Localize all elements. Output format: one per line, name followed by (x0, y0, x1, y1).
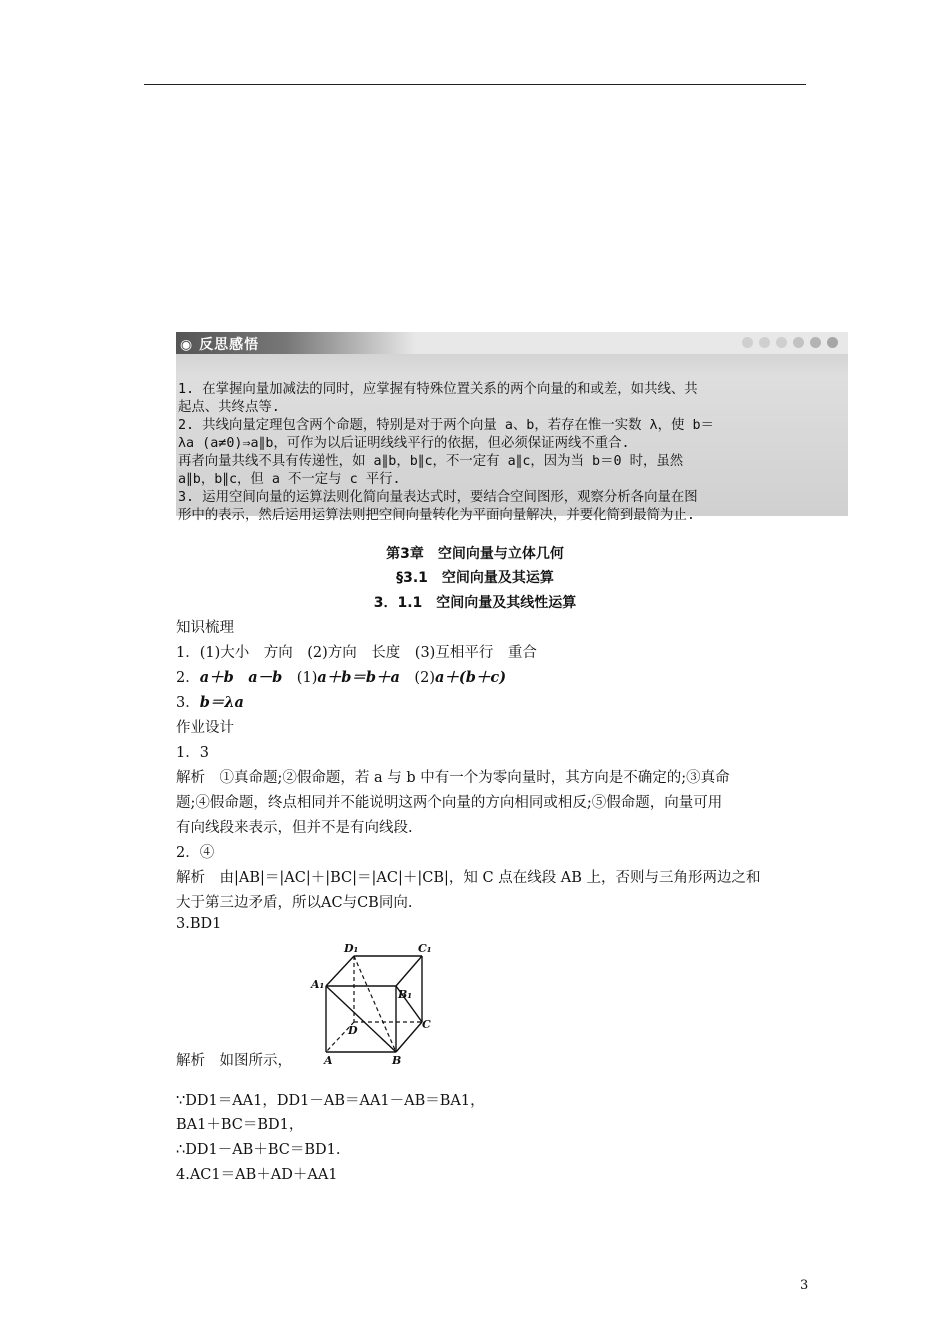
dot-icon (827, 337, 838, 348)
vector-expr: a＋b a－b (199, 669, 283, 686)
vector-expr: a＋(b＋c) (434, 669, 507, 686)
dot-icon (793, 337, 804, 348)
derivation-line: BA1＋BC＝BD1， (176, 1117, 304, 1133)
knowledge-item-3 (176, 691, 244, 712)
header-rule (144, 84, 806, 85)
page-number: 3 (800, 1278, 809, 1293)
label-c1: C₁ (418, 942, 432, 955)
reflection-line: 2. 共线向量定理包含两个命题，特别是对于两个向量 a、b，若存在惟一实数 λ，使 b＝ (178, 418, 714, 433)
reflection-banner (176, 332, 848, 354)
knowledge-heading: 知识梳理 (176, 620, 234, 636)
derivation-line: ∵DD1＝AA1，DD1－AB＝AA1－AB＝BA1， (176, 1093, 485, 1109)
derivation-line: ∴DD1－AB＋BC＝BD1. (176, 1142, 341, 1158)
item-number: 2． (176, 670, 200, 686)
item-number: 3． (176, 695, 200, 711)
explanation-line: 大于第三边矛盾，所以AC与CB同向. (176, 895, 413, 911)
reflection-line: 形中的表示，然后运用运算法则把空间向量转化为平面向量解决，并要化简到最简为止. (178, 508, 695, 523)
dot-icon (776, 337, 787, 348)
sub-label: (2) (399, 670, 435, 686)
reflection-line: 再者向量共线不具有传递性，如 a∥b，b∥c，不一定有 a∥c，因为当 b＝0 时，虽然 (178, 454, 684, 469)
reflection-line: 1. 在掌握向量加减法的同时，应掌握有特殊位置关系的两个向量的和或差，如共线、共 (178, 382, 698, 397)
cube-figure (308, 938, 438, 1068)
dot-icon (759, 337, 770, 348)
sub-label: (1) (282, 670, 318, 686)
label-b1: B₁ (398, 988, 413, 1001)
reflection-line: 起点、共终点等. (178, 400, 280, 415)
vector-expr: a＋b＝b＋a (317, 669, 400, 686)
label-a: A (324, 1054, 333, 1067)
answer-2: 2．④ (176, 845, 215, 861)
label-d1: D₁ (344, 942, 359, 955)
section-title: §3.1 空间向量及其运算 (396, 570, 554, 586)
decorative-dots (742, 337, 838, 348)
reflection-box (176, 354, 848, 523)
explanation-line: 解析 ①真命题;②假命题，若 a 与 b 中有一个为零向量时，其方向是不确定的;③真命 (176, 770, 730, 786)
label-d: D (348, 1024, 358, 1037)
vector-expr: b＝λa (199, 694, 244, 711)
label-a1: A₁ (311, 978, 325, 991)
label-b: B (392, 1054, 402, 1067)
answer-3: 3.BD1 (176, 916, 222, 932)
knowledge-item-2 (176, 666, 506, 687)
banner-title: ◉ 反思感悟 (180, 337, 260, 353)
subsection-title: 3．1.1 空间向量及其线性运算 (373, 595, 577, 611)
answer-4: 4.AC1＝AB＋AD＋AA1 (176, 1167, 338, 1183)
chapter-title: 第3章 空间向量与立体几何 (386, 546, 564, 562)
explanation-line: 有向线段来表示，但并不是有向线段. (176, 820, 413, 836)
explanation-line: 解析 如图所示， (176, 1053, 292, 1069)
reflection-line: 3. 运用空间向量的运算法则化简向量表达式时，要结合空间图形，观察分析各向量在图 (178, 490, 698, 505)
knowledge-item-1: 1．(1)大小 方向 (2)方向 长度 (3)互相平行 重合 (176, 645, 537, 661)
dot-icon (742, 337, 753, 348)
dot-icon (810, 337, 821, 348)
homework-heading: 作业设计 (176, 720, 234, 736)
explanation-line: 解析 由|AB|＝|AC|＋|BC|＝|AC|＋|CB|，知 C 点在线段 AB 上，否则与三角形两边之和 (176, 870, 761, 886)
answer-1: 1．3 (176, 745, 209, 761)
label-c: C (422, 1018, 431, 1031)
reflection-line: λa (a≠0)⇒a∥b，可作为以后证明线线平行的依据，但必须保证两线不重合. (178, 436, 630, 451)
reflection-line: a∥b，b∥c，但 a 不一定与 c 平行. (178, 472, 401, 487)
explanation-line: 题;④假命题，终点相同并不能说明这两个向量的方向相同或相反;⑤假命题，向量可用 (176, 795, 723, 811)
